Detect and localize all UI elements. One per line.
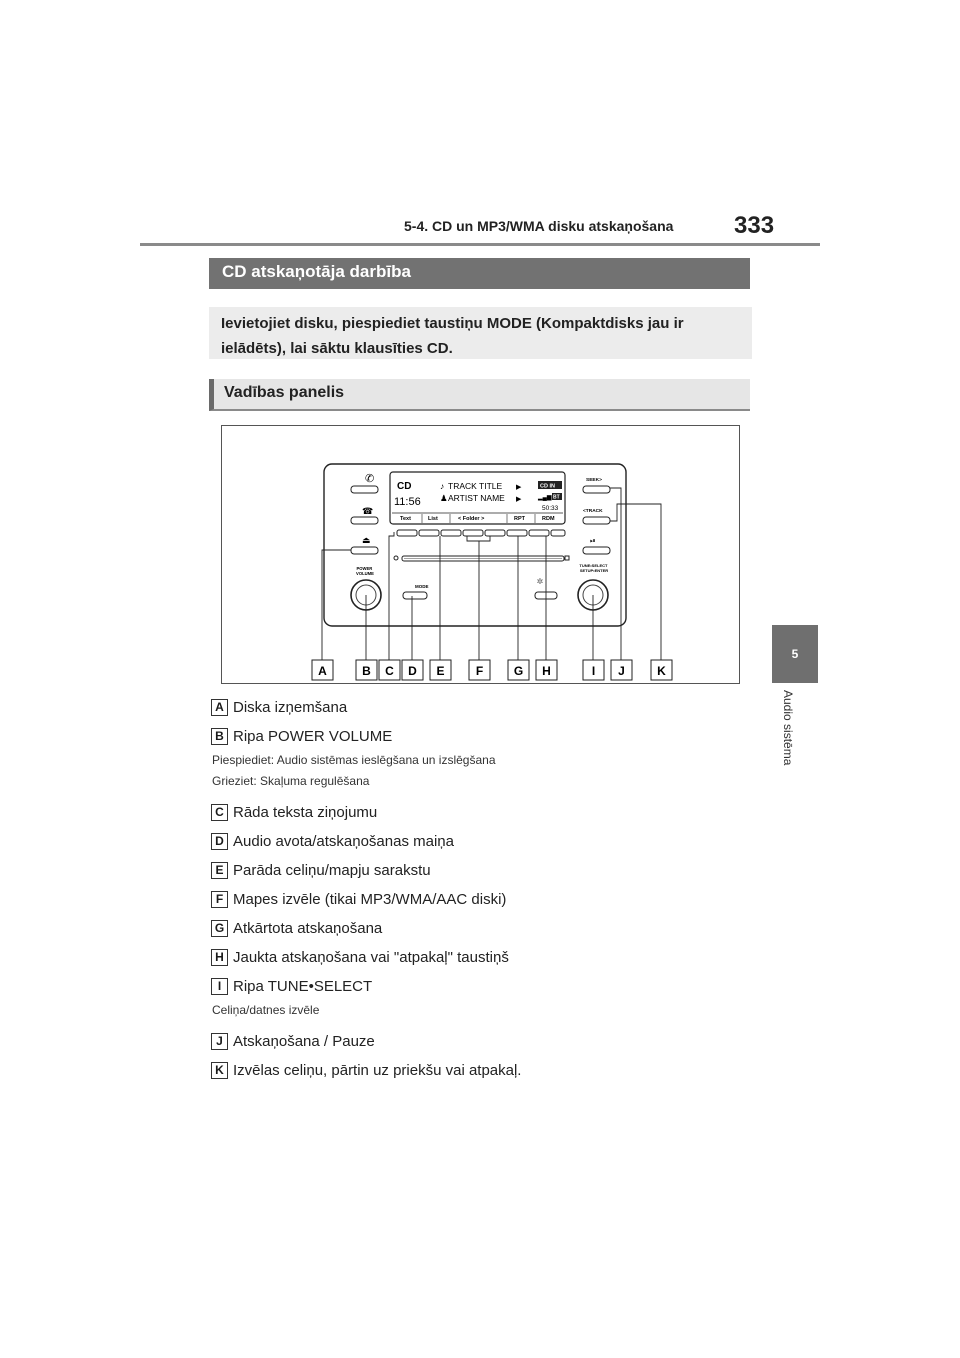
legend-note: Piespiediet: Audio sistēmas ieslēgšana un izslēgšana xyxy=(212,753,496,767)
legend-letter: H xyxy=(211,949,228,966)
legend-item xyxy=(211,885,771,913)
callout-e: E xyxy=(436,664,445,678)
legend-item xyxy=(211,1056,771,1084)
power-volume-label: POWER VOLUME xyxy=(356,566,374,576)
tune-select-label: TUNE•SELECT SETUP•ENTER xyxy=(579,563,609,573)
legend-letter: K xyxy=(211,1062,228,1079)
eject-button xyxy=(351,547,378,554)
legend-text: Audio avota/atskaņošanas maiņa xyxy=(233,832,454,850)
callout-j: J xyxy=(618,664,625,678)
signal-icon: ▂▄▆ xyxy=(538,495,552,501)
play-pause-button xyxy=(583,547,610,554)
display-arrow-2: ▶ xyxy=(516,496,522,503)
legend-item xyxy=(211,693,771,721)
legend-letter: C xyxy=(211,804,228,821)
play-pause-icon: ⏯ xyxy=(590,538,596,545)
legend-text: Atskaņošana / Pauze xyxy=(233,1032,375,1050)
softkey-text: Text xyxy=(400,516,411,522)
display-artist-icon: ♟ xyxy=(440,493,448,503)
mode-label: MODE xyxy=(415,584,429,589)
mode-button xyxy=(403,592,427,599)
chapter-tab[interactable] xyxy=(772,625,818,683)
phone-pickup-icon: ✆ xyxy=(365,473,375,485)
control-panel-figure xyxy=(221,425,740,684)
legend-note: Grieziet: Skaļuma regulēšana xyxy=(212,774,370,788)
chapter-label: Audio sistēma xyxy=(781,690,795,766)
legend-item xyxy=(211,972,771,1000)
softkey-button-5 xyxy=(485,530,505,536)
display-track-title: TRACK TITLE xyxy=(448,481,503,491)
bt-text: BT xyxy=(553,494,560,501)
legend-item xyxy=(211,1027,771,1055)
legend-text: Ripa POWER VOLUME xyxy=(233,727,393,745)
display-time: 50:33 xyxy=(542,505,559,512)
legend-note: Celiņa/datnes izvēle xyxy=(212,1003,320,1017)
legend-item xyxy=(211,798,771,826)
legend-text: Jaukta atskaņošana vai "atpakaļ" taustiņš xyxy=(233,948,509,966)
legend-letter: B xyxy=(211,728,228,745)
hangup-button xyxy=(351,517,378,524)
legend-text: Parāda celiņu/mapju sarakstu xyxy=(233,861,431,879)
callout-g: G xyxy=(513,664,524,678)
legend-letter: G xyxy=(211,920,228,937)
legend-item xyxy=(211,914,771,942)
cd-in-text: CD IN xyxy=(540,483,555,490)
softkey-rpt: RPT xyxy=(514,516,525,522)
softkey-list: List xyxy=(428,516,438,522)
legend-text: Ripa TUNE•SELECT xyxy=(233,977,373,995)
legend-text: Rāda teksta ziņojumu xyxy=(233,803,378,821)
running-header-section: 5-4. CD un MP3/WMA disku atskaņošana xyxy=(404,218,674,234)
softkey-button-3 xyxy=(441,530,461,536)
seek-button xyxy=(583,486,610,493)
intro-text: Ievietojiet disku, piespiediet taustiņu MODE (Kompaktdisks jau ir ielādēts), lai sāktu klausīties CD. xyxy=(209,307,752,359)
phone-hangup-icon: ☎ xyxy=(362,506,374,516)
header-rule xyxy=(140,243,820,246)
display-arrow-1: ▶ xyxy=(516,484,522,491)
section-title: CD atskaņotāja darbība xyxy=(209,258,750,289)
sun-icon: ✲ xyxy=(536,577,544,586)
legend-item xyxy=(211,943,771,971)
softkey-buttons xyxy=(397,530,565,536)
softkey-button-1 xyxy=(397,530,417,536)
legend-text: Atkārtota atskaņošana xyxy=(233,919,383,937)
softkey-button-8 xyxy=(551,530,565,536)
phone-button xyxy=(351,486,378,493)
callout-b: B xyxy=(362,664,371,678)
eject-icon: ⏏ xyxy=(362,535,371,545)
chapter-number: 5 xyxy=(791,647,799,661)
display-mode: CD xyxy=(397,481,412,492)
display-track-icon: ♪ xyxy=(440,481,445,491)
callout-d: D xyxy=(408,664,417,678)
legend-letter: A xyxy=(211,699,228,716)
legend-item xyxy=(211,827,771,855)
legend-letter: F xyxy=(211,891,228,908)
legend-letter: I xyxy=(211,978,228,995)
legend-text: Mapes izvēle (tikai MP3/WMA/AAC diski) xyxy=(233,890,507,908)
legend-text: Diska izņemšana xyxy=(233,698,348,716)
track-button xyxy=(583,517,610,524)
callout-h: H xyxy=(542,664,551,678)
callout-c: C xyxy=(385,664,394,678)
softkey-button-4 xyxy=(463,530,483,536)
callout-k: K xyxy=(657,664,666,678)
legend-letter: J xyxy=(211,1033,228,1050)
control-legend-list xyxy=(211,693,771,1085)
legend-item xyxy=(211,856,771,884)
page-number: 333 xyxy=(734,212,775,239)
softkey-rdm: RDM xyxy=(542,516,555,522)
legend-letter: D xyxy=(211,833,228,850)
softkey-button-2 xyxy=(419,530,439,536)
softkey-folder: < Folder > xyxy=(458,516,485,522)
callout-f: F xyxy=(475,664,484,678)
softkey-button-6 xyxy=(507,530,527,536)
legend-text: Izvēlas celiņu, pārtin uz priekšu vai atpakaļ. xyxy=(233,1061,522,1079)
callout-i: I xyxy=(591,664,596,678)
softkey-button-7 xyxy=(529,530,549,536)
seek-label: SEEK> xyxy=(586,478,602,483)
legend-item xyxy=(211,722,771,750)
legend-letter: E xyxy=(211,862,228,879)
display-artist-name: ARTIST NAME xyxy=(448,493,505,503)
display-clock: 11:56 xyxy=(394,496,421,508)
callout-a: A xyxy=(318,664,327,678)
track-label: <TRACK xyxy=(583,509,603,514)
subheading: Vadības panelis xyxy=(209,379,750,411)
control-panel-illustration xyxy=(222,426,739,683)
